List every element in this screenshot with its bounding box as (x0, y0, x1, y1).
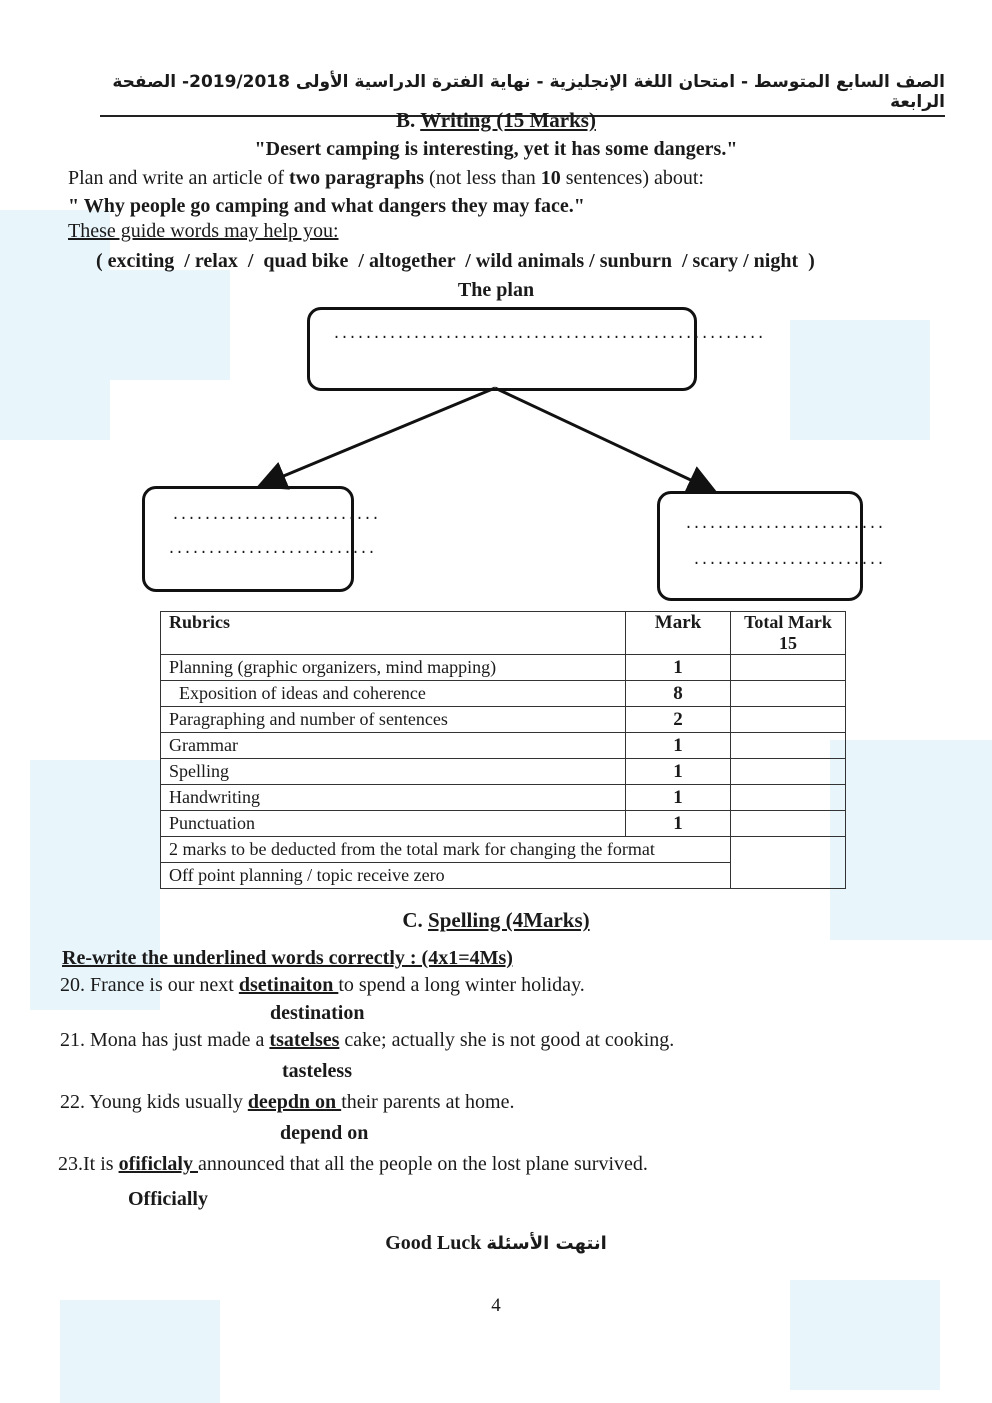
instruction-text: Plan and write an article of (68, 167, 290, 189)
rubric-mark: 2 (626, 707, 731, 733)
guide-words-list: ( exciting / relax / quad bike / altogether / wild animals / sunburn / scary / night ) (96, 250, 815, 272)
rubric-mark: 1 (626, 733, 731, 759)
rubric-criteria: Planning (graphic organizers, mind mapping) (161, 655, 626, 681)
table-row (161, 681, 846, 707)
rubric-mark: 1 (626, 785, 731, 811)
spelling-answer[interactable]: destination (270, 1002, 365, 1024)
rubric-criteria: Grammar (161, 733, 626, 759)
plan-left-dots: .......................... (171, 507, 380, 524)
total-mark-cell[interactable] (731, 681, 846, 707)
rubric-criteria: Exposition of ideas and coherence (161, 681, 626, 707)
table-row (161, 759, 846, 785)
total-mark-cell[interactable] (731, 785, 846, 811)
question-text: announced that all the people on the lost plane survived. (198, 1153, 648, 1175)
total-mark-cell[interactable] (731, 655, 846, 681)
good-luck-text: Good Luck (385, 1232, 482, 1254)
spelling-instruction: Re-write the underlined words correctly : (4x1=4Ms) (62, 947, 513, 969)
table-row (161, 837, 846, 863)
rubric-mark: 1 (626, 759, 731, 785)
total-mark-cell[interactable] (731, 837, 846, 889)
table-row (161, 655, 846, 681)
spelling-answer[interactable]: depend on (280, 1122, 369, 1144)
question-text: 23.It is (58, 1153, 119, 1175)
section-letter: C. (402, 908, 423, 932)
total-mark-cell[interactable] (731, 759, 846, 785)
question-text: 22. Young kids usually (60, 1091, 248, 1113)
rubric-criteria: Spelling (161, 759, 626, 785)
page-number: 4 (491, 1295, 501, 1316)
instruction-text: sentences) about: (560, 167, 704, 189)
table-row (161, 811, 846, 837)
spelling-section-title (0, 908, 992, 933)
misspelled-word: ofificlaly (118, 1153, 198, 1175)
spelling-answer[interactable]: Officially (128, 1188, 208, 1210)
rubrics-header-row (161, 612, 846, 655)
rubric-criteria: Handwriting (161, 785, 626, 811)
page-header: الصف السابع المتوسط - امتحان اللغة الإنجليزية - نهاية الفترة الدراسية الأولى 2019/2018- الصفحة الرابعة (100, 72, 945, 117)
spelling-answer[interactable]: tasteless (282, 1060, 352, 1082)
rubric-note: 2 marks to be deducted from the total mark for changing the format (161, 837, 731, 863)
question-text: 21. Mona has just made a (60, 1029, 270, 1051)
instruction-bold: two paragraphs (289, 167, 425, 189)
writing-quote: "Desert camping is interesting, yet it has some dangers." (254, 138, 738, 160)
rubric-mark: 1 (626, 811, 731, 837)
plan-right-dots: ........................ (692, 552, 885, 569)
rubrics-header: Rubrics (161, 612, 626, 655)
table-row (161, 785, 846, 811)
plan-title: The plan (457, 279, 535, 301)
plan-main-box[interactable] (307, 307, 765, 391)
end-of-questions-text: انتهت الأسئلة (486, 1233, 607, 1254)
instruction-text: (not less than (424, 167, 541, 189)
table-row (161, 707, 846, 733)
spelling-question (60, 1091, 514, 1114)
question-text: cake; actually she is not good at cooking. (339, 1029, 675, 1051)
table-row (161, 733, 846, 759)
misspelled-word: dsetinaiton (238, 974, 339, 996)
watermark-shape (30, 760, 160, 1010)
question-text: their parents at home. (341, 1091, 515, 1113)
rubrics-table (160, 611, 846, 889)
guide-words-label: These guide words may help you: (68, 220, 339, 242)
total-mark-cell[interactable] (731, 733, 846, 759)
rubric-mark: 1 (626, 655, 731, 681)
rubric-mark: 8 (626, 681, 731, 707)
mark-header: Mark (626, 612, 731, 655)
misspelled-word: deepdn on (247, 1091, 342, 1113)
section-letter: B. (396, 108, 416, 132)
misspelled-word: tsatelses (269, 1029, 340, 1051)
spelling-question (60, 974, 585, 997)
plan-right-box[interactable] (657, 491, 885, 601)
rubric-note: Off point planning / topic receive zero (161, 863, 731, 889)
spelling-title: Spelling (4Marks) (428, 908, 590, 932)
spelling-question (58, 1153, 648, 1176)
plan-left-box[interactable] (142, 486, 380, 592)
writing-topic: " Why people go camping and what dangers they may face." (68, 195, 585, 217)
rubric-criteria: Punctuation (161, 811, 626, 837)
writing-title: Writing (15 Marks) (420, 108, 596, 132)
rubric-criteria: Paragraphing and number of sentences (161, 707, 626, 733)
footer-good-luck (0, 1232, 992, 1255)
question-text: 20. France is our next (60, 974, 239, 996)
question-text: to spend a long winter holiday. (338, 974, 585, 996)
total-mark-cell[interactable] (731, 707, 846, 733)
plan-main-dots: ...................................................... (332, 326, 765, 343)
total-mark-header: Total Mark 15 (731, 612, 846, 655)
spelling-question (60, 1029, 674, 1052)
plan-left-dots: .......................... (167, 541, 376, 558)
plan-right-dots: ......................... (684, 516, 885, 533)
total-mark-cell[interactable] (731, 811, 846, 837)
instruction-bold: 10 (540, 167, 561, 189)
